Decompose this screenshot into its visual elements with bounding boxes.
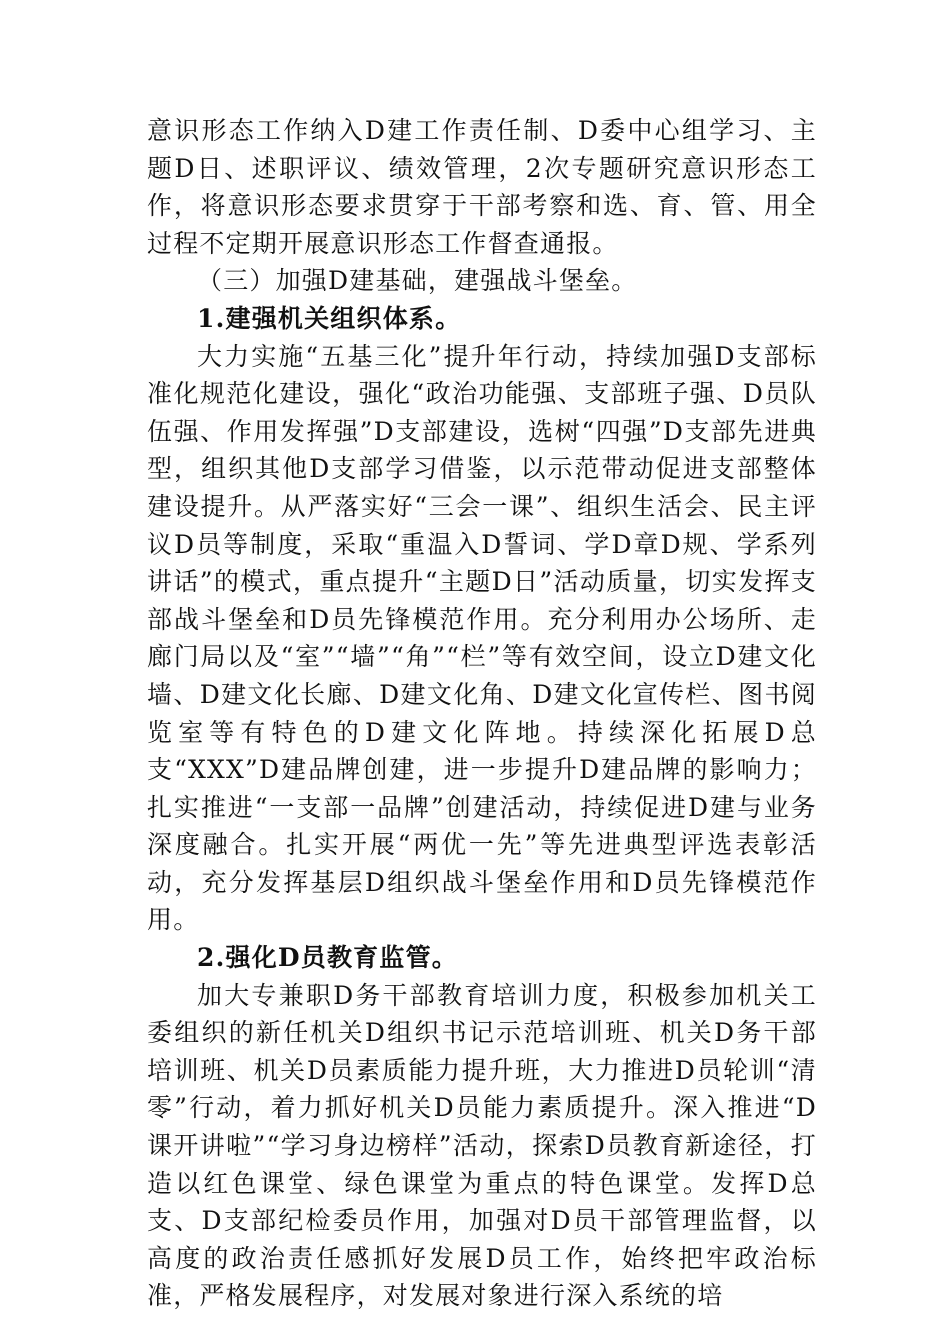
- paragraph-organization-system: 大力实施“五基三化”提升年行动，持续加强D支部标准化规范化建设，强化“政治功能强、支部班子强、D员队伍强、作用发挥强”D支部建设，选树“四强”D支部先进典型，组织其他D支部学习借鉴，以示范带动促进支部整体建设提升。从严落实好“三会一课”、组织生活会、民主评议D员等制度，采取“重温入D誓词、学D章D规、学系列讲话”的模式，重点提升“主题D日”活动质量，切实发挥支部战斗堡垒和D员先锋模范作用。充分利用办公场所、走廊门局以及“室”“墙”“角”“栏”等有效空间，设立D建文化墙、D建文化长廊、D建文化角、D建文化宣传栏、图书阅览室等有特色的D建文化阵地。持续深化拓展D总支“XXX”D建品牌创建，进一步提升D建品牌的影响力；扎实推进“一支部一品牌”创建活动，持续促进D建与业务深度融合。扎实开展“两优一先”等先进典型评选表彰活动，充分发挥基层D组织战斗堡垒作用和D员先锋模范作用。: [147, 341, 817, 935]
- section-heading-3: （三）加强D建基础，建强战斗堡垒。: [197, 266, 638, 296]
- paragraph-member-education: 加大专兼职D务干部教育培训力度，积极参加机关工委组织的新任机关D组织书记示范培训班、机关D务干部培训班、机关D员素质能力提升班，大力推进D员轮训“清零”行动，着力抓好机关D员能力素质提升。深入推进“D课开讲啦”“学习身边榜样”活动，探索D员教育新途径，打造以红色课堂、绿色课堂为重点的特色课堂。发挥D总支、D支部纪检委员作用，加强对D员干部管理监督，以高度的政治责任感抓好发展D员工作，始终把牢政治标准，严格发展程序，对发展对象进行深入系统的培: [147, 980, 817, 1311]
- document-page: [147, 112, 817, 1315]
- subheading-2: 2.强化D员教育监管。: [197, 943, 458, 973]
- subheading-1: 1.建强机关组织体系。: [197, 303, 462, 333]
- paragraph-continuation: 意识形态工作纳入D建工作责任制、D委中心组学习、主题D日、述职评议、绩效管理，2次专题研究意识形态工作，将意识形态要求贯穿于干部考察和选、育、管、用全过程不定期开展意识形态工作督查通报。: [147, 116, 817, 258]
